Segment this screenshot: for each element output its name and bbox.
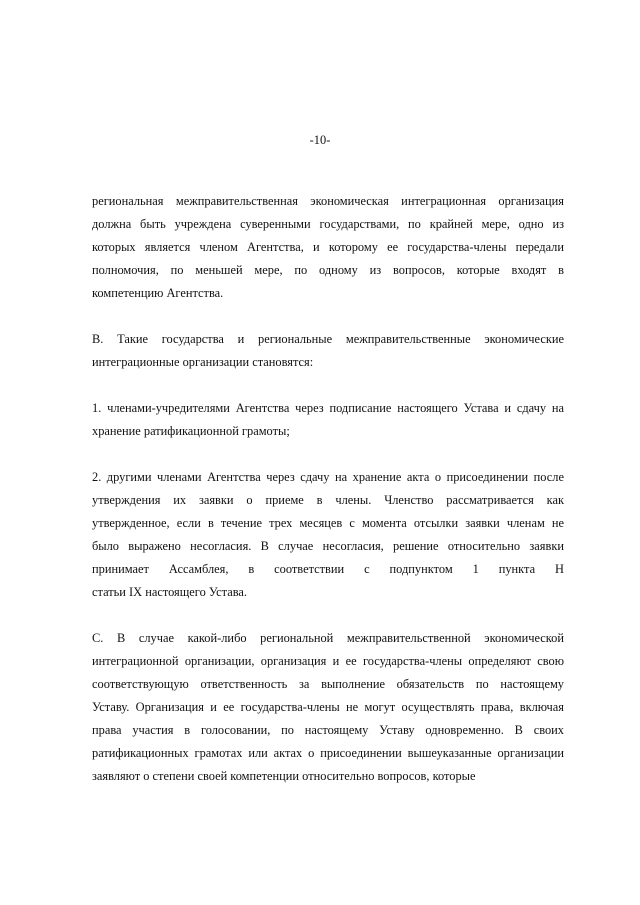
text-line: было выражено несогласия. В случае несогласия, решение относительно заявки (92, 539, 564, 553)
paragraph-b2 (92, 466, 564, 604)
document-body (92, 190, 564, 788)
text-line: статьи IX настоящего Устава. (92, 585, 247, 599)
paragraph-b (92, 328, 564, 374)
text-line: Уставу. Организация и ее государства-члены не могут осуществлять права, включая (92, 700, 564, 714)
text-line: принимает Ассамблея, в соответствии с подпунктом 1 пункта Н (92, 562, 564, 576)
text-line: компетенцию Агентства. (92, 286, 224, 300)
text-line: С. В случае какой-либо региональной межправительственной экономической (92, 631, 564, 645)
text-line: утверждения их заявки о приеме в члены. Членство рассматривается как (92, 493, 564, 507)
text-line: которых является членом Агентства, и которому ее государства-члены передали (92, 240, 564, 254)
text-line: региональная межправительственная экономическая интеграционная организация (92, 194, 564, 208)
text-line: ратификационных грамотах или актах о присоединении вышеуказанные организации (92, 746, 564, 760)
paragraph-b1 (92, 397, 564, 443)
text-line: 2. другими членами Агентства через сдачу на хранение акта о присоединении после (92, 470, 564, 484)
text-line: заявляют о степени своей компетенции относительно вопросов, которые (92, 769, 476, 783)
text-line: хранение ратификационной грамоты; (92, 424, 290, 438)
text-line: утвержденное, если в течение трех месяцев с момента отсылки заявки членам не (92, 516, 564, 530)
paragraph-intro (92, 190, 564, 305)
text-line: 1. членами-учредителями Агентства через подписание настоящего Устава и сдачу на (92, 401, 564, 415)
paragraph-c (92, 627, 564, 788)
text-line: права участия в голосовании, по настоящему Уставу одновременно. В своих (92, 723, 564, 737)
page-number: -10- (309, 133, 331, 147)
text-line: В. Такие государства и региональные межправительственные экономические (92, 332, 564, 346)
text-line: полномочия, по меньшей мере, по одному из вопросов, которые входят в (92, 263, 564, 277)
text-line: интеграционные организации становятся: (92, 355, 314, 369)
text-line: соответствующую ответственность за выполнение обязательств по настоящему (92, 677, 564, 691)
text-line: интеграционной организации, организация и ее государства-члены определяют свою (92, 654, 564, 668)
text-line: должна быть учреждена суверенными государствами, по крайней мере, одно из (92, 217, 564, 231)
